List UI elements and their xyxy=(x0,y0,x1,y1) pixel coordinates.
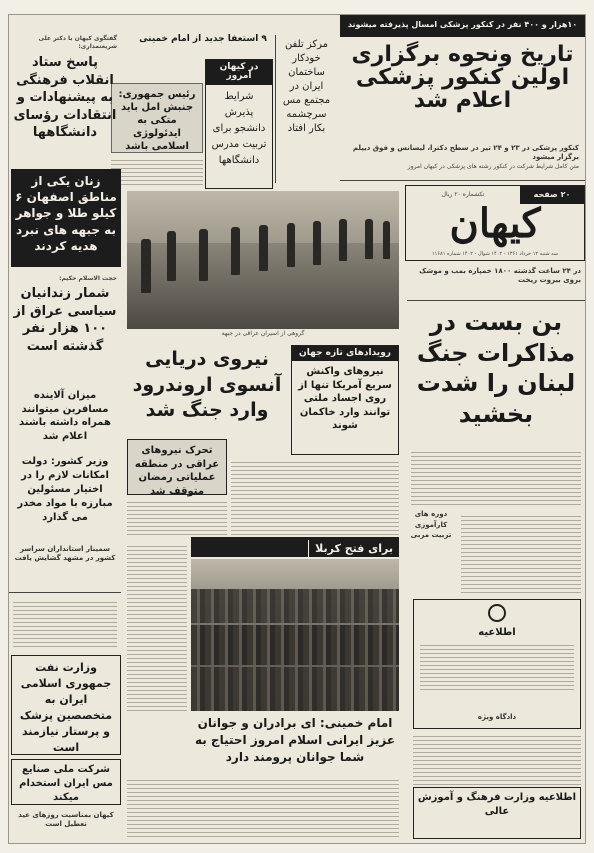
emigrate-story xyxy=(9,387,121,451)
top-banner xyxy=(340,15,585,37)
kayhan-today-box xyxy=(205,59,273,189)
prisoners-headline: شمار زندانیان سیاسی عراق از ۱۰۰ هزار نفر گذشته است xyxy=(13,286,117,354)
page-count: ۲۰ صفحه xyxy=(520,186,584,204)
iraq-forces-story xyxy=(127,439,227,495)
kayhan-today-body: شرایط پذیرش دانشجو برای تربیت مدرس دانشگاهها xyxy=(211,90,267,166)
ministry-headline: وزیر کشور: دولت امکانات لازم را در اختیار مسئولین مبارزه با مواد مخدر می گذارد xyxy=(17,456,113,523)
training-headline: دوره های کارآموزی تربیت مربی xyxy=(410,510,452,539)
lebanon-story xyxy=(407,303,585,445)
navy-story xyxy=(127,345,287,435)
copper-ad-text: شرکت ملی صنایع مس ایران استخدام میکند xyxy=(19,764,113,803)
emblem-icon xyxy=(488,604,506,622)
iraq-body-text xyxy=(127,499,227,535)
holiday-text: کیهان بمناسبت روزهای عید تعطیل است xyxy=(18,811,114,829)
oil-ministry-ad xyxy=(11,655,121,755)
price: تکشماره ۲۰ ریال xyxy=(441,191,485,198)
war-photo-prisoners xyxy=(127,191,399,329)
telephone-story xyxy=(275,35,337,183)
main-headline: تاریخ ونحوه برگزاری اولین کنکور پزشکی اعلام شد xyxy=(351,42,574,114)
president-headline: رئیس جمهوری: جنبش امل باید متکی به ایدئولوژی اسلامی باشد xyxy=(118,89,196,152)
karbala-label: برای فتح کربلا xyxy=(308,540,399,558)
resign-headline: ۹ استعفا جدید از امام خمینی xyxy=(139,34,267,44)
imam-quote-story xyxy=(191,713,399,773)
culture-kicker: گفتگوی کیهان با دکتر علی شریعتمداری: xyxy=(38,35,117,51)
gold-story xyxy=(11,169,121,267)
war-photo-soldiers xyxy=(191,559,399,711)
copper-company-ad xyxy=(11,759,121,805)
president-story xyxy=(111,83,203,153)
main-subheadline: کنکور پزشکی در ۲۳ و ۲۴ تیر در سطح دکترا، لیسانس و فوق دیپلم برگزار میشود xyxy=(352,144,579,162)
ministry-story xyxy=(9,453,121,541)
holiday-notice xyxy=(11,809,121,839)
main-story xyxy=(340,141,585,181)
seminar-headline: سمینار استانداران سراسر کشور در مشهد گشایش یافت xyxy=(14,545,116,563)
notice-sub: دادگاه ویژه xyxy=(477,712,517,721)
world-events-box xyxy=(291,345,399,455)
prisoners-kicker: حجت الاسلام حکیم: xyxy=(59,275,117,282)
karbala-body-text xyxy=(127,543,187,713)
masthead xyxy=(405,185,585,261)
imam-quote-headline: امام خمینی: ای برادران و جوانان عزیز ایرانی اسلام امروز احتیاج به شما جوانان پرومند دارد xyxy=(194,716,396,764)
notice-label: اطلاعیه xyxy=(478,627,516,638)
kayhan-today-label: در کیهان امروز xyxy=(206,60,272,85)
lebanon-body-text xyxy=(411,449,581,505)
emigrate-headline: میزان آلاینده مسافرین میتوانند همراه داشته باشند اعلام شد xyxy=(19,390,111,442)
world-events-label: رویدادهای تازه جهان xyxy=(292,346,398,361)
president-body-text xyxy=(111,157,203,187)
top-banner-text: ۱۰هزار و ۴۰۰ نفر در کنکور پزشکی امسال پذیرفته میشوند xyxy=(347,20,578,29)
seminar-story xyxy=(9,543,121,593)
iraq-forces-headline: تحرک نیروهای عراقی در منطقه عملیاتی رمضان متوقف شد xyxy=(134,445,220,497)
lebanon-kicker-block xyxy=(407,265,585,301)
photo-caption-prisoners: گروهی از اسیران عراقی در جبهه xyxy=(221,330,305,337)
kayhan-logo: کیهان xyxy=(449,200,541,247)
navy-headline: نیروی دریایی آنسوی اروندرود وارد جنگ شد xyxy=(132,348,282,422)
culture-headline: پاسخ ستاد انقلاب فرهنگی به پیشنهادات و انتقادات رؤسای دانشگاهها xyxy=(13,55,117,141)
navy-body-text xyxy=(231,459,399,535)
notice-body-text xyxy=(413,733,581,785)
karbala-banner xyxy=(191,537,399,557)
world-events-headline: نیروهای واکنش سریع آمریکا تنها از روی اجساد ملتی توانند وارد خاکمان شوند xyxy=(298,366,392,432)
main-body: متن کامل شرایط شرکت در کنکور رشته های پزشکی در کیهان امروز xyxy=(407,162,579,170)
culture-ministry-ad-text: اطلاعیه وزارت فرهنگ و آموزش عالی xyxy=(417,792,577,817)
left-column-body-text xyxy=(13,599,117,649)
right-lower-body-text xyxy=(461,513,581,593)
resign-story xyxy=(133,35,273,57)
dateline: سه شنبه ۱۲ خرداد ۱۳۶۱ - ۱۴۰۲ شوال - ۱۴۰۲ شماره ۱۱۶۸۱ xyxy=(431,251,559,258)
newspaper-front-page xyxy=(8,14,586,844)
culture-story xyxy=(9,33,121,161)
telephone-headline: مرکز تلفن خودکار ساختمان ایران در مجتمع مس سرچشمه بکار افتاد xyxy=(282,39,331,134)
bottom-center-body-text xyxy=(127,777,399,839)
gold-headline: زنان یکی از مناطق اصفهان ۶ کیلو طلا و جواهر به جبهه های نبرد هدیه کردند xyxy=(15,174,117,253)
lebanon-headline: بن بست در مذاکرات جنگ لبنان را شدت بخشید xyxy=(416,308,576,429)
main-headline-block xyxy=(340,39,585,139)
culture-ministry-ad xyxy=(413,787,581,839)
lebanon-kicker: در ۲۴ ساعت گذشته ۱۸۰۰ خمپاره بمب و موشک بروی بیروت ریخت xyxy=(419,267,581,285)
prisoners-story xyxy=(9,273,121,381)
oil-ad-text: وزارت نفت جمهوری اسلامی ایران به متخصصین پزشک و پرستار نیازمند است xyxy=(19,661,113,754)
notice-box xyxy=(413,599,581,729)
training-story xyxy=(407,507,455,585)
